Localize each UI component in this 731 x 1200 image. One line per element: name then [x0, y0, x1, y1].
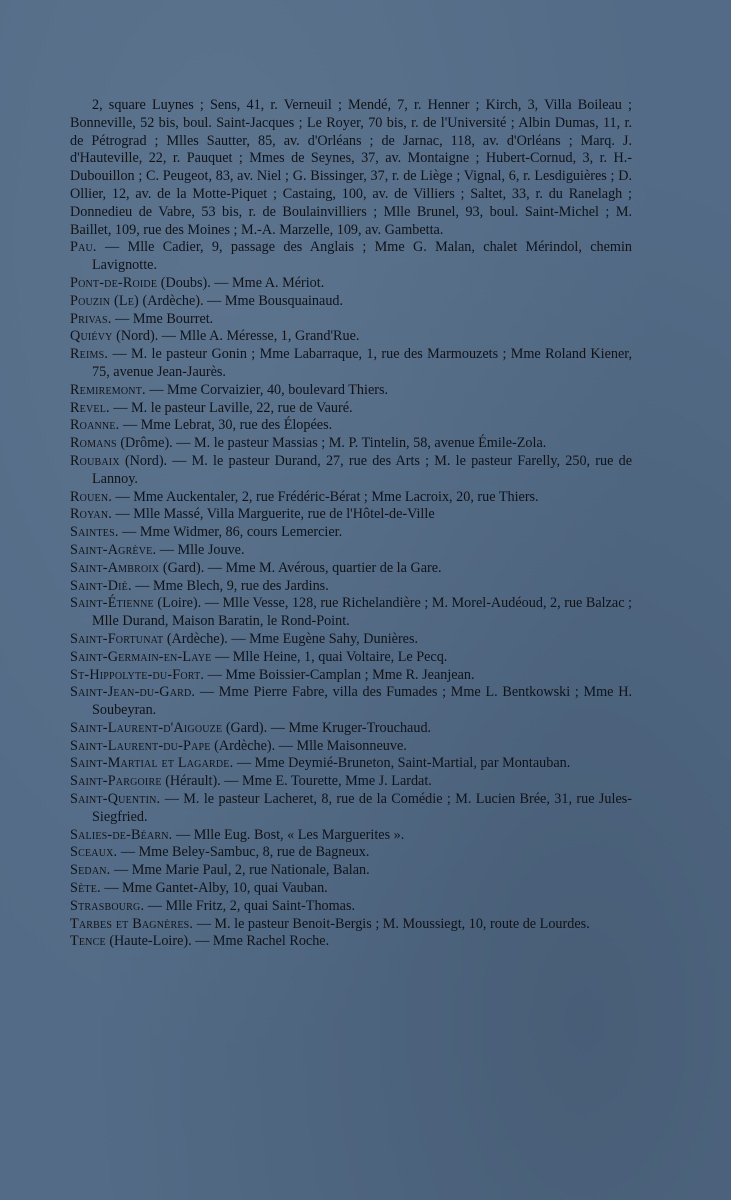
entry-text: — Mlle Jouve. — [156, 541, 245, 558]
city-name: Sedan. — [70, 862, 111, 879]
city-entry — [70, 560, 632, 578]
entry-text: (Ardèche). — Mlle Maisonneuve. — [210, 737, 407, 754]
entry-text: — Mme Widmer, 86, cours Lemercier. — [118, 524, 343, 541]
entry-text: (Loire). — Mlle Vesse, 128, rue Richelandière ; M. Morel-Audéoud, 2, rue Balzac ; Mlle Durand, Maison Baratin, le Rond-Point. — [92, 595, 632, 630]
city-entry — [70, 862, 632, 880]
entry-text: (Gard). — Mme Kruger-Trouchaud. — [222, 719, 432, 736]
entry-text: — Mlle Massé, Villa Marguerite, rue de l'Hôtel-de-Ville — [112, 506, 435, 523]
city-name: Rouen. — [70, 488, 112, 505]
entry-text: (Hérault). — Mme E. Tourette, Mme J. Lardat. — [161, 773, 432, 790]
entry-text: — Mme Bourret. — [111, 310, 214, 327]
city-entry — [70, 346, 632, 382]
entry-text: — Mme Corvaizier, 40, boulevard Thiers. — [145, 381, 389, 398]
city-entry — [70, 649, 632, 667]
city-name: Remiremont. — [70, 381, 146, 398]
city-name: Saintes. — [70, 524, 119, 541]
entry-text: — Mlle Cadier, 9, passage des Anglais ; Mme G. Malan, chalet Mérindol, chemin Lavignotte. — [92, 239, 632, 274]
city-entry — [70, 275, 632, 293]
entry-text: (Haute-Loire). — Mme Rachel Roche. — [105, 933, 330, 950]
city-entry — [70, 524, 632, 542]
city-name: Sceaux. — [70, 844, 118, 861]
city-name: Saint-Laurent-d'Aigouze — [70, 719, 223, 736]
city-entry — [70, 489, 632, 507]
entry-text: (Drôme). — M. le pasteur Massias ; M. P. Tintelin, 58, avenue Émile-Zola. — [116, 435, 547, 452]
city-name: Saint-Martial et Lagarde. — [70, 755, 234, 772]
city-name: Saint-Ambroix — [70, 559, 160, 576]
city-entry — [70, 239, 632, 275]
city-name: Roanne. — [70, 417, 120, 434]
city-name: Saint-Agrève. — [70, 541, 157, 558]
city-name: Privas. — [70, 310, 112, 327]
city-name: Romans — [70, 435, 117, 452]
city-name: Roubaix — [70, 452, 120, 469]
city-name: Reims. — [70, 346, 109, 363]
city-name: Quiévy — [70, 328, 113, 345]
city-entry — [70, 773, 632, 791]
city-name: Pouzin (Le) — [70, 292, 139, 309]
paris-continuation-paragraph: 2, square Luynes ; Sens, 41, r. Verneuil ; Mendé, 7, r. Henner ; Kirch, 3, Villa Boileau ; Bonneville, 52 bis, boul. Saint-Jacques ; Le Royer, 70 bis, r. de l'Université ; Albin Dumas, 11, r. de Pétrograd ; Mlles Sautter, 85, av. d'Orléans ; de Jarnac, 118, av. d'Orléans ; Marq. J. d'Hauteville, 22, r. Pauquet ; Mmes de Seynes, 37, av. Montaigne ; Hubert-Cornud, 3, r. H.-Dubouillon ; C. Peugeot, 83, av. Niel ; G. Bissinger, 37, r. de Liège ; Vignal, 6, r. Lesdiguières ; D. Ollier, 12, av. de la Motte-Piquet ; Castaing, 100, av. de Villiers ; Saltet, 33, r. du Ranelagh ; Donnedieu de Vabre, 53 bis, r. de Boulainvilliers ; Mlle Brunel, 93, boul. Saint-Michel ; M. Baillet, 109, rue des Moines ; M.-A. Marzelle, 109, av. Gambetta. — [70, 97, 632, 238]
city-entry — [70, 417, 632, 435]
city-name: Royan. — [70, 506, 112, 523]
city-entry — [70, 755, 632, 773]
city-name: Strasbourg. — [70, 897, 145, 914]
entry-text: — M. le pasteur Laville, 22, rue de Vauré. — [109, 399, 353, 416]
city-entry — [70, 400, 632, 418]
entry-text: (Nord). — M. le pasteur Durand, 27, rue des Arts ; M. le pasteur Farelly, 250, rue de Lannoy. — [92, 452, 632, 487]
city-entry — [70, 631, 632, 649]
city-name: Pont-de-Roide — [70, 274, 158, 291]
city-name: Saint-Jean-du-Gard. — [70, 684, 196, 701]
entry-text: — Mme Marie Paul, 2, rue Nationale, Balan. — [110, 862, 370, 879]
city-entry — [70, 791, 632, 827]
city-entry — [70, 453, 632, 489]
city-name: Tence — [70, 933, 106, 950]
entry-text: — Mlle Heine, 1, quai Voltaire, Le Pecq. — [211, 648, 448, 665]
city-name: Tarbes et Bagnères. — [70, 915, 194, 932]
document-page — [70, 97, 632, 951]
city-entry — [70, 916, 632, 934]
city-entry — [70, 595, 632, 631]
city-entry — [70, 328, 632, 346]
city-entry — [70, 827, 632, 845]
city-entry — [70, 435, 632, 453]
city-entry — [70, 542, 632, 560]
entry-text: — M. le pasteur Benoit-Bergis ; M. Moussiegt, 10, route de Lourdes. — [193, 915, 590, 932]
city-entry — [70, 311, 632, 329]
city-entry — [70, 933, 632, 951]
entry-text: — Mme Lebrat, 30, rue des Élopées. — [119, 417, 333, 434]
entry-text: — Mme Deymié-Bruneton, Saint-Martial, par Montauban. — [233, 755, 571, 772]
entry-text: — Mme Boissier-Camplan ; Mme R. Jeanjean. — [204, 666, 475, 683]
city-entry — [70, 293, 632, 311]
city-entry — [70, 844, 632, 862]
entry-text: — Mme Beley-Sambuc, 8, rue de Bagneux. — [117, 844, 370, 861]
city-name: Saint-Fortunat — [70, 630, 164, 647]
city-entry — [70, 880, 632, 898]
entry-text: — Mme Auckentaler, 2, rue Frédéric-Bérat ; Mme Lacroix, 20, rue Thiers. — [111, 488, 539, 505]
city-name: Saint-Pargoire — [70, 773, 162, 790]
city-name: Revel. — [70, 399, 110, 416]
entry-text: — Mlle Fritz, 2, quai Saint-Thomas. — [144, 897, 356, 914]
city-entry — [70, 667, 632, 685]
city-name: Sète. — [70, 880, 101, 897]
city-name: Pau. — [70, 239, 97, 256]
entry-text: — Mme Pierre Fabre, villa des Fumades ; Mme L. Bentkowski ; Mme H. Soubeyran. — [92, 684, 632, 719]
city-entry — [70, 898, 632, 916]
city-entry — [70, 720, 632, 738]
city-name: Saint-Dié. — [70, 577, 132, 594]
entry-text: — M. le pasteur Lacheret, 8, rue de la Comédie ; M. Lucien Brée, 31, rue Jules-Siegfried. — [92, 791, 632, 825]
city-name: Saint-Étienne — [70, 595, 154, 612]
entry-text: (Gard). — Mme M. Avérous, quartier de la Gare. — [159, 559, 442, 576]
city-name: St-Hippolyte-du-Fort. — [70, 666, 205, 683]
city-entry — [70, 684, 632, 720]
entry-text: — Mme Blech, 9, rue des Jardins. — [131, 577, 329, 594]
city-entry — [70, 738, 632, 756]
entry-text: — Mme Gantet-Alby, 10, quai Vauban. — [100, 880, 328, 897]
city-entry-list — [70, 239, 632, 951]
city-entry — [70, 382, 632, 400]
city-entry — [70, 506, 632, 524]
entry-text: — Mlle Eug. Bost, « Les Marguerites ». — [172, 826, 405, 843]
city-name: Saint-Germain-en-Laye — [70, 648, 212, 665]
entry-text: (Nord). — Mlle A. Méresse, 1, Grand'Rue. — [112, 328, 360, 345]
city-name: Saint-Laurent-du-Pape — [70, 737, 211, 754]
city-name: Salies-de-Béarn. — [70, 826, 173, 843]
entry-text: (Doubs). — Mme A. Mériot. — [157, 274, 325, 291]
city-name: Saint-Quentin. — [70, 791, 161, 808]
city-entry — [70, 578, 632, 596]
entry-text: (Ardèche). — Mme Bousquainaud. — [138, 292, 344, 309]
entry-text: (Ardèche). — Mme Eugène Sahy, Dunières. — [163, 630, 419, 647]
entry-text: — M. le pasteur Gonin ; Mme Labarraque, 1, rue des Marmouzets ; Mme Roland Kiener, 75, avenue Jean-Jaurès. — [92, 346, 632, 380]
